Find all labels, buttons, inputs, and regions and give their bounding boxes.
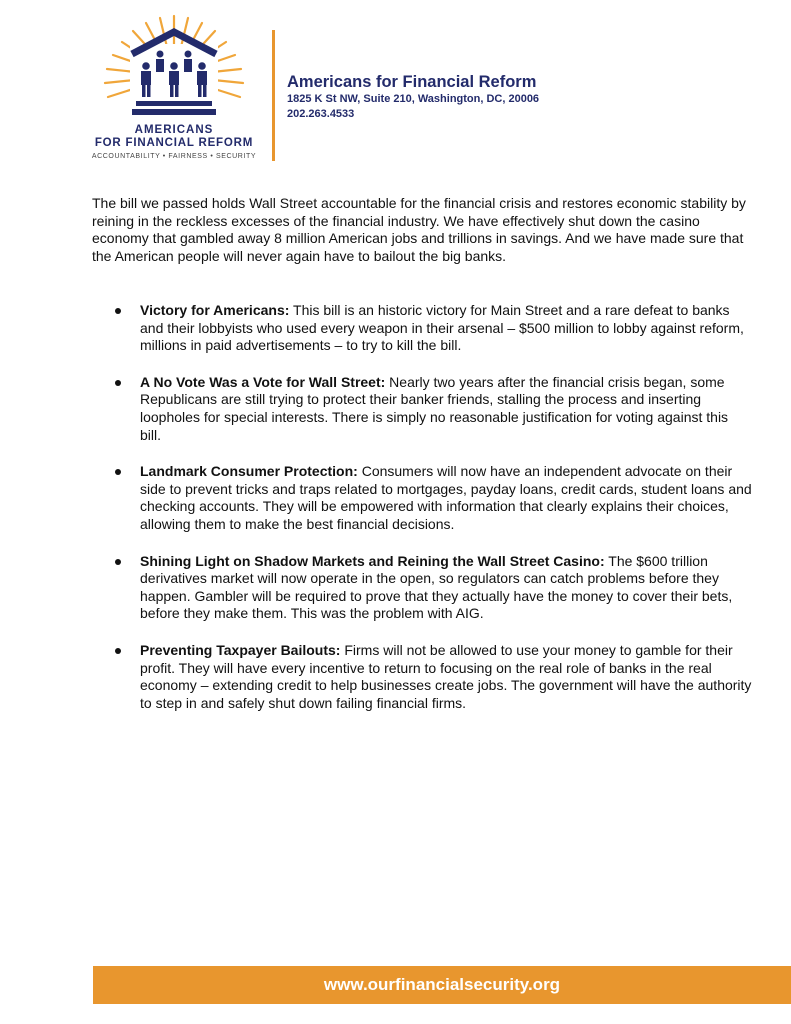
- org-address: 1825 K St NW, Suite 210, Washington, DC, 20006: [287, 93, 540, 105]
- logo-name-line1: AMERICANS: [134, 124, 214, 136]
- intro-paragraph: The bill we passed holds Wall Street accountable for the financial crisis and restores economic stability by reining in the reckless excesses of the financial industry. We have effectively shut down the casino economy that gambled away 8 million American jobs and trillions in savings. And we have made sure that the American people will never again have to bailout the big banks.: [92, 195, 746, 264]
- org-phone: 202.263.4533: [287, 108, 355, 120]
- bullet-dot-icon: [115, 469, 121, 475]
- bullet-dot-icon: [115, 380, 121, 386]
- list-item: [92, 463, 752, 533]
- bullet-dot-icon: [115, 559, 121, 565]
- point-body: This bill is an historic victory for Main Street and a rare defeat to banks and their lobbyists who used every weapon in their arsenal – $500 million to lobby against reform, millions in paid advertisements – to try to kill the bill.: [140, 302, 744, 354]
- list-item: [92, 302, 752, 355]
- point-heading: Preventing Taxpayer Bailouts:: [140, 641, 341, 658]
- point-body: The $600 trillion derivatives market will now operate in the open, so regulators can catch problems before they happen. Gambler will be required to prove that they actually have the money to cover their bets, before they make them. This was the problem with AIG.: [140, 552, 733, 622]
- org-contact-block: [287, 73, 539, 122]
- point-body: Consumers will now have an independent advocate on their side to prevent tricks and traps related to mortgages, payday loans, credit cards, student loans and checking accounts. They will be empowered with information that clearly explains their choices, allowing them to make the best financial decisions.: [140, 463, 752, 532]
- key-points-list: [92, 302, 752, 712]
- org-name: Americans for Financial Reform: [287, 73, 537, 91]
- footer-bar: [93, 966, 791, 1004]
- logo-tagline: ACCOUNTABILITY • FAIRNESS • SECURITY: [91, 153, 257, 160]
- bullet-dot-icon: [115, 308, 121, 314]
- point-body: Firms will not be allowed to use your money to gamble for their profit. They will have every incentive to return to focusing on the real role of banks in the real economy – extending credit to help businesses create jobs. The government will have the authority to step in and safely shut down failing financial firms.: [140, 641, 752, 711]
- point-heading: Landmark Consumer Protection:: [140, 463, 358, 480]
- header-divider: [272, 30, 275, 161]
- list-item: [92, 374, 752, 444]
- list-item: [92, 553, 752, 623]
- afr-logo: [88, 14, 260, 164]
- sunburst-building-icon: [102, 14, 246, 122]
- footer-url: www.ourfinancialsecurity.org: [323, 975, 561, 994]
- point-heading: Victory for Americans:: [140, 302, 290, 318]
- point-body: Nearly two years after the financial crisis began, some Republicans are still trying to protect their banker friends, stalling the process and inserting loopholes for special interests. There is simply no reasonable justification for voting against this bill.: [140, 373, 729, 443]
- list-item: [92, 642, 752, 712]
- point-heading: A No Vote Was a Vote for Wall Street:: [140, 373, 386, 390]
- point-heading: Shining Light on Shadow Markets and Reining the Wall Street Casino:: [140, 552, 605, 569]
- logo-name-line2: FOR FINANCIAL REFORM: [94, 137, 254, 149]
- bullet-dot-icon: [115, 648, 121, 654]
